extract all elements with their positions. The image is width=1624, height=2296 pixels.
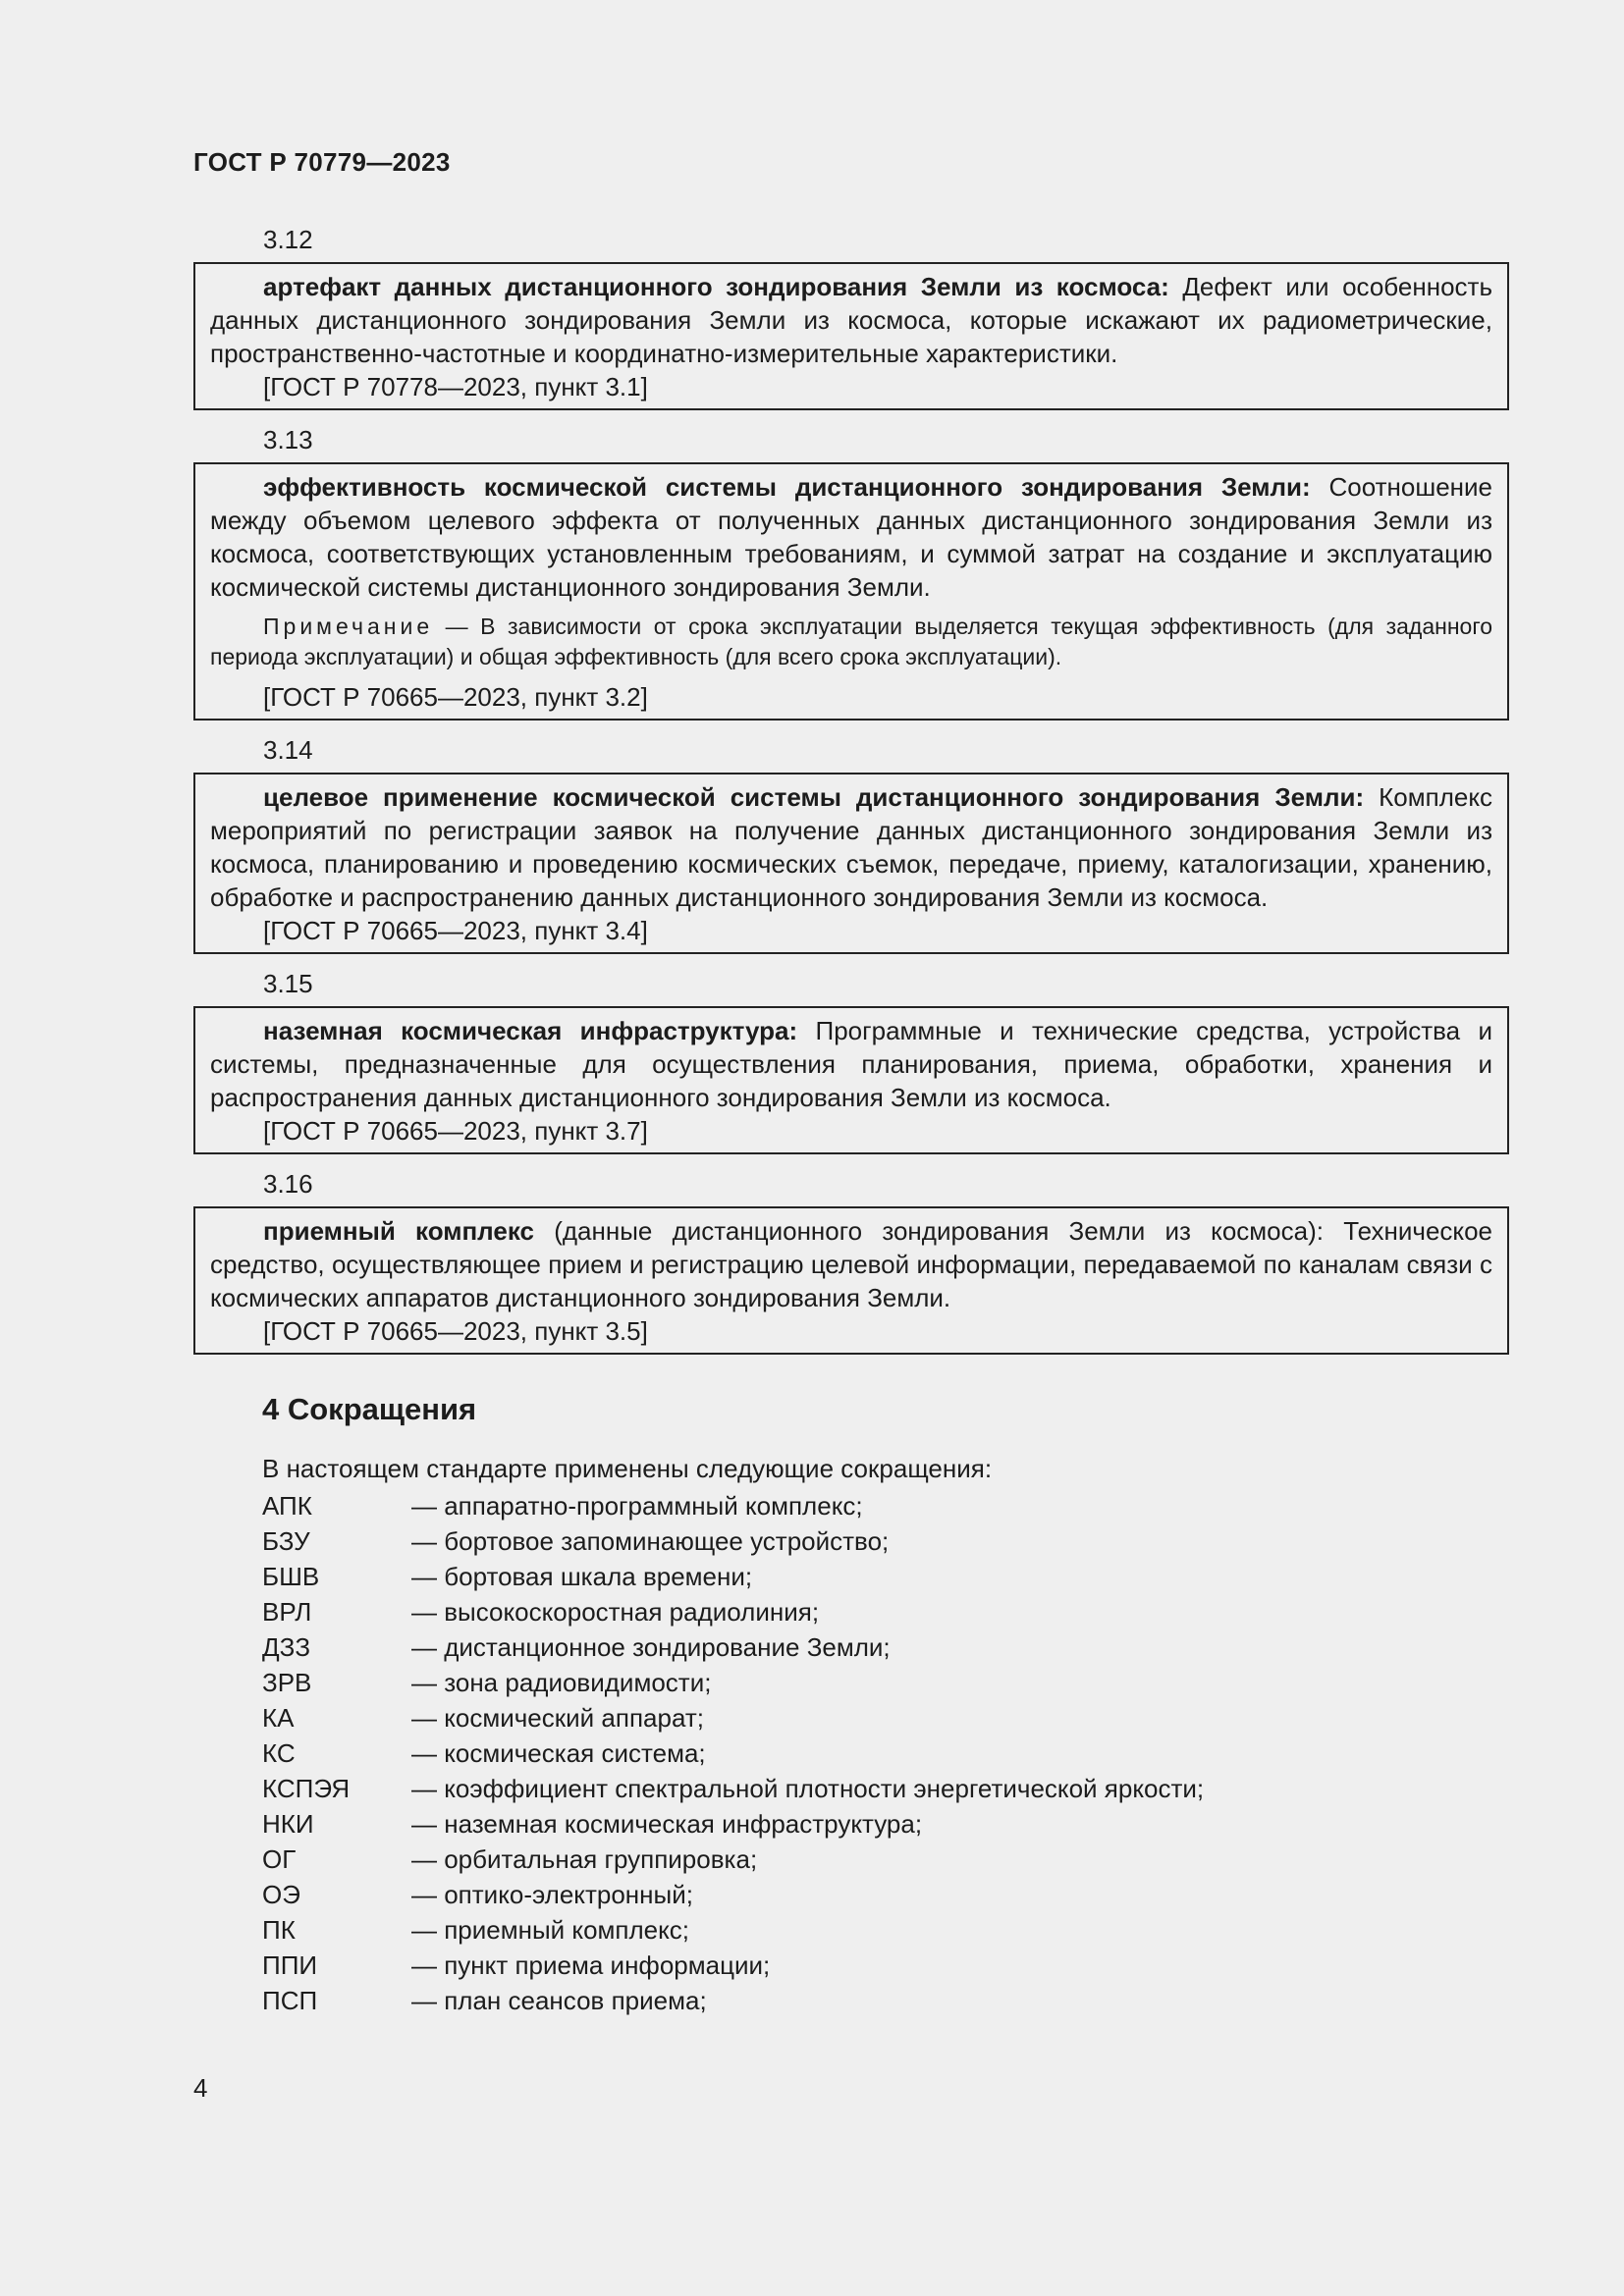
term-note	[210, 612, 1492, 672]
abbreviation-description: — наземная космическая инфраструктура;	[411, 1809, 923, 1839]
abbreviation-row	[262, 1983, 1509, 2018]
abbreviation-code: ЗРВ	[262, 1668, 312, 1697]
abbreviation-row	[262, 1523, 1509, 1559]
abbreviation-description: — бортовое запоминающее устройство;	[411, 1526, 890, 1556]
abbreviation-code: ДЗЗ	[262, 1632, 311, 1662]
abbreviation-description: — высокоскоростная радиолиния;	[411, 1597, 820, 1627]
abbreviation-row	[262, 1912, 1509, 1948]
abbreviation-code: ОГ	[262, 1844, 297, 1874]
term-source: [ГОСТ Р 70665—2023, пункт 3.7]	[263, 1116, 648, 1146]
abbreviation-row	[262, 1594, 1509, 1629]
term-number: 3.13	[263, 425, 313, 454]
definition-text: Комплекс мероприятий по регистрации заявок на получение данных дистанционного зондирования Земли из космоса, планированию и проведению космических съемок, передаче, приему, каталогизации, хранению, обработке и распространению данных дистанционного зондирования Земли из космоса.	[210, 782, 1492, 912]
abbreviation-description: — космический аппарат;	[411, 1703, 704, 1733]
term-box	[193, 462, 1509, 721]
abbreviation-code: БЗУ	[262, 1526, 310, 1556]
term-definition	[210, 780, 1492, 914]
abbreviation-row	[262, 1700, 1509, 1735]
abbreviation-row	[262, 1735, 1509, 1771]
abbreviation-row	[262, 1559, 1509, 1594]
note-label: Примечание	[263, 614, 434, 639]
abbreviation-description: — зона радиовидимости;	[411, 1668, 712, 1697]
abbreviation-row	[262, 1629, 1509, 1665]
term-box	[193, 773, 1509, 954]
abbreviation-code: ПК	[262, 1915, 296, 1945]
page-content	[193, 222, 1509, 2018]
page-number: 4	[193, 2073, 208, 2103]
term-definition	[210, 470, 1492, 604]
abbreviation-row	[262, 1806, 1509, 1842]
definition-text: Дефект или особенность данных дистанционного зондирования Земли из космоса, которые искажают их радиометрические, пространственно-частотные и координатно-измерительные характеристики.	[210, 272, 1492, 368]
abbreviation-row	[262, 1877, 1509, 1912]
definition-text: (данные дистанционного зондирования Земли из космоса): Техническое средство, осуществляющее прием и регистрацию целевой информации, передаваемой по каналам связи с космических аппаратов дистанционного зондирования Земли.	[210, 1216, 1492, 1312]
term-definition	[210, 1214, 1492, 1314]
term-box	[193, 1006, 1509, 1154]
abbreviation-code: НКИ	[262, 1809, 314, 1839]
term-name: артефакт данных дистанционного зондирования Земли из космоса:	[263, 272, 1169, 301]
abbreviation-code: КС	[262, 1738, 296, 1768]
abbreviation-code: АПК	[262, 1491, 312, 1521]
abbreviation-code: ППИ	[262, 1950, 318, 1980]
abbreviation-description: — космическая система;	[411, 1738, 706, 1768]
abbreviation-description: — план сеансов приема;	[411, 1986, 707, 2015]
abbreviation-description: — бортовая шкала времени;	[411, 1562, 753, 1591]
term-name: эффективность космической системы дистанционного зондирования Земли:	[263, 472, 1311, 502]
abbreviation-row	[262, 1665, 1509, 1700]
abbreviation-description: — оптико-электронный;	[411, 1880, 693, 1909]
term-number: 3.15	[263, 969, 313, 998]
term-source: [ГОСТ Р 70665—2023, пункт 3.5]	[263, 1316, 648, 1346]
abbreviation-description: — пункт приема информации;	[411, 1950, 771, 1980]
term-definition	[210, 270, 1492, 370]
abbreviation-row	[262, 1842, 1509, 1877]
abbreviation-code: ВРЛ	[262, 1597, 312, 1627]
abbreviation-description: — аппаратно-программный комплекс;	[411, 1491, 863, 1521]
abbreviation-code: КА	[262, 1703, 295, 1733]
document-header: ГОСТ Р 70779—2023	[193, 147, 451, 177]
abbreviation-code: КСПЭЯ	[262, 1774, 351, 1803]
term-number: 3.12	[263, 225, 313, 254]
term-name: наземная космическая инфраструктура:	[263, 1016, 798, 1045]
note-text: — В зависимости от срока эксплуатации выделяется текущая эффективность (для заданного периода эксплуатации) и общая эффективность (для всего срока эксплуатации).	[210, 614, 1492, 669]
term-number: 3.16	[263, 1169, 313, 1199]
abbreviation-row	[262, 1948, 1509, 1983]
definition-text: Программные и технические средства, устройства и системы, предназначенные для осуществления планирования, приема, обработки, хранения и распространения данных дистанционного зондирования Земли из космоса.	[210, 1016, 1492, 1112]
section-title: 4 Сокращения	[262, 1392, 477, 1426]
term-source: [ГОСТ Р 70665—2023, пункт 3.2]	[263, 682, 648, 712]
term-box	[193, 262, 1509, 410]
abbreviation-description: — орбитальная группировка;	[411, 1844, 758, 1874]
term-source: [ГОСТ Р 70778—2023, пункт 3.1]	[263, 372, 648, 401]
abbreviation-description: — коэффициент спектральной плотности энергетической яркости;	[411, 1774, 1205, 1803]
term-name: целевое применение космической системы дистанционного зондирования Земли:	[263, 782, 1365, 812]
abbreviation-list	[193, 1488, 1509, 2018]
abbreviation-code: БШВ	[262, 1562, 320, 1591]
abbreviation-code: ПСП	[262, 1986, 318, 2015]
term-source: [ГОСТ Р 70665—2023, пункт 3.4]	[263, 916, 648, 945]
abbreviation-description: — дистанционное зондирование Земли;	[411, 1632, 891, 1662]
abbreviation-row	[262, 1488, 1509, 1523]
abbreviation-row	[262, 1771, 1509, 1806]
term-definition	[210, 1014, 1492, 1114]
section-intro: В настоящем стандарте применены следующие сокращения:	[262, 1454, 993, 1483]
term-number: 3.14	[263, 735, 313, 765]
abbreviation-description: — приемный комплекс;	[411, 1915, 690, 1945]
term-name: приемный комплекс	[263, 1216, 534, 1246]
abbreviation-code: ОЭ	[262, 1880, 300, 1909]
term-box	[193, 1206, 1509, 1355]
definition-text: Соотношение между объемом целевого эффекта от полученных данных дистанционного зондирования Земли из космоса, соответствующих установленным требованиям, и суммой затрат на создание и эксплуатацию космической системы дистанционного зондирования Земли.	[210, 472, 1492, 602]
